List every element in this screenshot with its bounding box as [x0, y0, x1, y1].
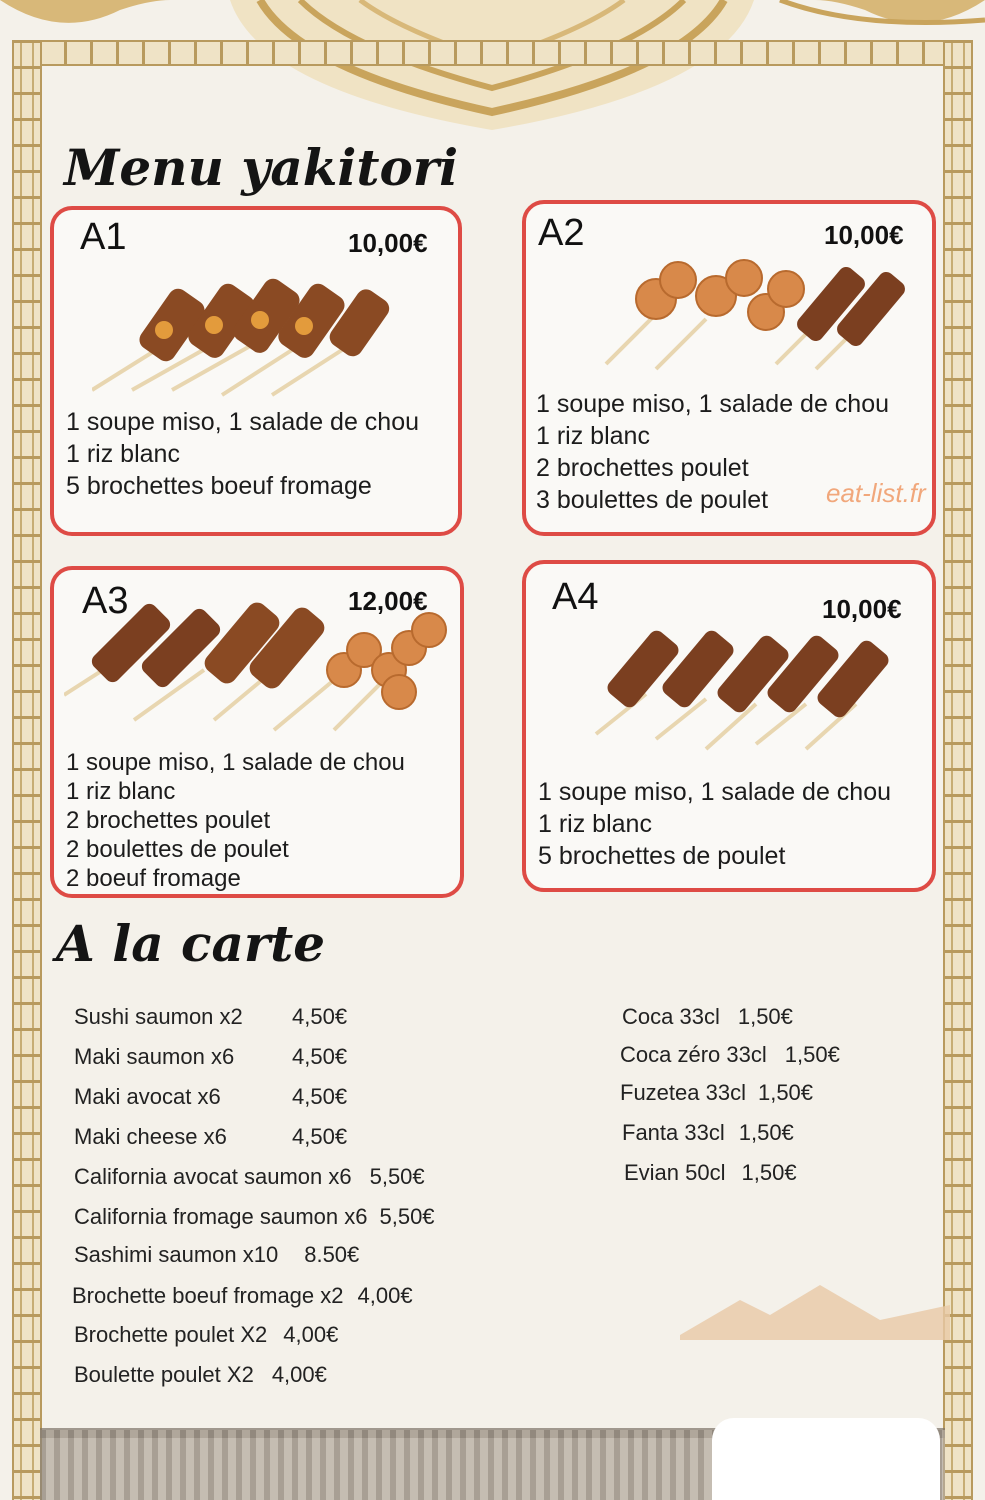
item-name: Brochette poulet X2 — [74, 1322, 268, 1347]
item-price: 4,00€ — [271, 1362, 327, 1387]
carte-item — [74, 1004, 348, 1030]
skewers-image — [586, 614, 906, 764]
menu-code: A3 — [82, 580, 129, 622]
item-price: 5,50€ — [369, 1164, 425, 1189]
white-patch — [712, 1418, 940, 1500]
mountain-decoration — [680, 1280, 950, 1340]
item-price: 4,00€ — [283, 1322, 339, 1347]
menu-code: A1 — [80, 216, 127, 258]
item-price: 4,50€ — [292, 1124, 348, 1149]
drink-item — [620, 1080, 813, 1106]
menu-card-a4[interactable] — [522, 560, 936, 892]
item-price: 1,50€ — [738, 1120, 794, 1145]
menu-line: 1 soupe miso, 1 salade de chou — [538, 778, 892, 806]
drink-item — [624, 1160, 797, 1186]
menu-description — [538, 776, 891, 872]
carte-item — [74, 1204, 435, 1230]
top-ornament — [0, 0, 985, 140]
carte-item — [74, 1242, 359, 1268]
skewers-image — [596, 244, 926, 374]
menu-card-a3[interactable] — [50, 566, 464, 898]
item-price: 4,00€ — [357, 1283, 413, 1308]
carte-item — [74, 1322, 338, 1348]
frame-left-border — [12, 40, 42, 1500]
item-name: Evian 50cl — [624, 1160, 726, 1185]
menu-price: 10,00€ — [348, 228, 428, 258]
menu-price: 10,00€ — [822, 594, 902, 624]
menu-line: 5 brochettes de poulet — [538, 842, 786, 870]
item-name: Maki cheese x6 — [74, 1124, 227, 1149]
item-price: 4,50€ — [292, 1004, 348, 1029]
menu-line: 1 soupe miso, 1 salade de chou — [536, 390, 890, 418]
item-price: 8.50€ — [304, 1242, 360, 1267]
item-name: Fanta 33cl — [622, 1120, 725, 1145]
menu-price: 12,00€ — [348, 586, 428, 616]
menu-line: 2 brochettes poulet — [536, 454, 749, 482]
item-name: California fromage saumon x6 — [74, 1204, 368, 1229]
menu-line: 5 brochettes boeuf fromage — [66, 472, 372, 500]
menu-line: 1 riz blanc — [66, 778, 176, 805]
watermark: eat-list.fr — [826, 478, 926, 508]
item-price: 4,50€ — [292, 1084, 348, 1109]
drink-item — [620, 1042, 840, 1068]
frame-top-border — [12, 40, 973, 66]
item-name: Boulette poulet X2 — [74, 1362, 254, 1387]
menu-code: A2 — [538, 212, 585, 254]
item-name: Coca 33cl — [622, 1004, 720, 1029]
menu-line: 1 riz blanc — [538, 810, 652, 838]
skewers-image — [92, 260, 412, 400]
item-name: Brochette boeuf fromage x2 — [72, 1283, 344, 1308]
menu-description — [66, 406, 419, 502]
item-price: 4,50€ — [292, 1044, 348, 1069]
menu-line: 2 boulettes de poulet — [66, 836, 289, 863]
menu-line: 2 boeuf fromage — [66, 865, 241, 892]
item-price: 1,50€ — [741, 1160, 797, 1185]
menu-code: A4 — [552, 576, 599, 618]
menu-line: 1 soupe miso, 1 salade de chou — [66, 749, 405, 776]
menu-price: 10,00€ — [824, 220, 904, 250]
a-la-carte-title: A la carte — [56, 914, 326, 973]
carte-item — [74, 1084, 348, 1110]
menu-yakitori-title: Menu yakitori — [64, 138, 459, 197]
menu-description — [66, 748, 405, 893]
drink-item — [622, 1004, 793, 1030]
carte-item — [72, 1283, 413, 1309]
menu-card-a1[interactable] — [50, 206, 462, 536]
item-name: Sushi saumon x2 — [74, 1004, 243, 1029]
item-price: 1,50€ — [784, 1042, 840, 1067]
menu-line: 1 riz blanc — [536, 422, 650, 450]
item-price: 5,50€ — [379, 1204, 435, 1229]
item-price: 1,50€ — [737, 1004, 793, 1029]
item-name: Coca zéro 33cl — [620, 1042, 767, 1067]
item-name: Maki saumon x6 — [74, 1044, 235, 1069]
item-name: Maki avocat x6 — [74, 1084, 221, 1109]
carte-item — [74, 1044, 348, 1070]
item-price: 1,50€ — [757, 1080, 814, 1105]
item-name: California avocat saumon x6 — [74, 1164, 352, 1189]
carte-item — [74, 1124, 348, 1150]
item-name: Sashimi saumon x10 — [74, 1242, 279, 1267]
menu-line: 3 boulettes de poulet — [536, 486, 769, 514]
carte-item — [74, 1164, 425, 1190]
menu-line: 1 riz blanc — [66, 440, 180, 468]
menu-line: 1 soupe miso, 1 salade de chou — [66, 408, 420, 436]
carte-item — [74, 1362, 327, 1388]
menu-line: 2 brochettes poulet — [66, 807, 271, 834]
item-name: Fuzetea 33cl — [620, 1080, 746, 1105]
skewers-image — [64, 590, 454, 740]
drink-item — [622, 1120, 794, 1146]
